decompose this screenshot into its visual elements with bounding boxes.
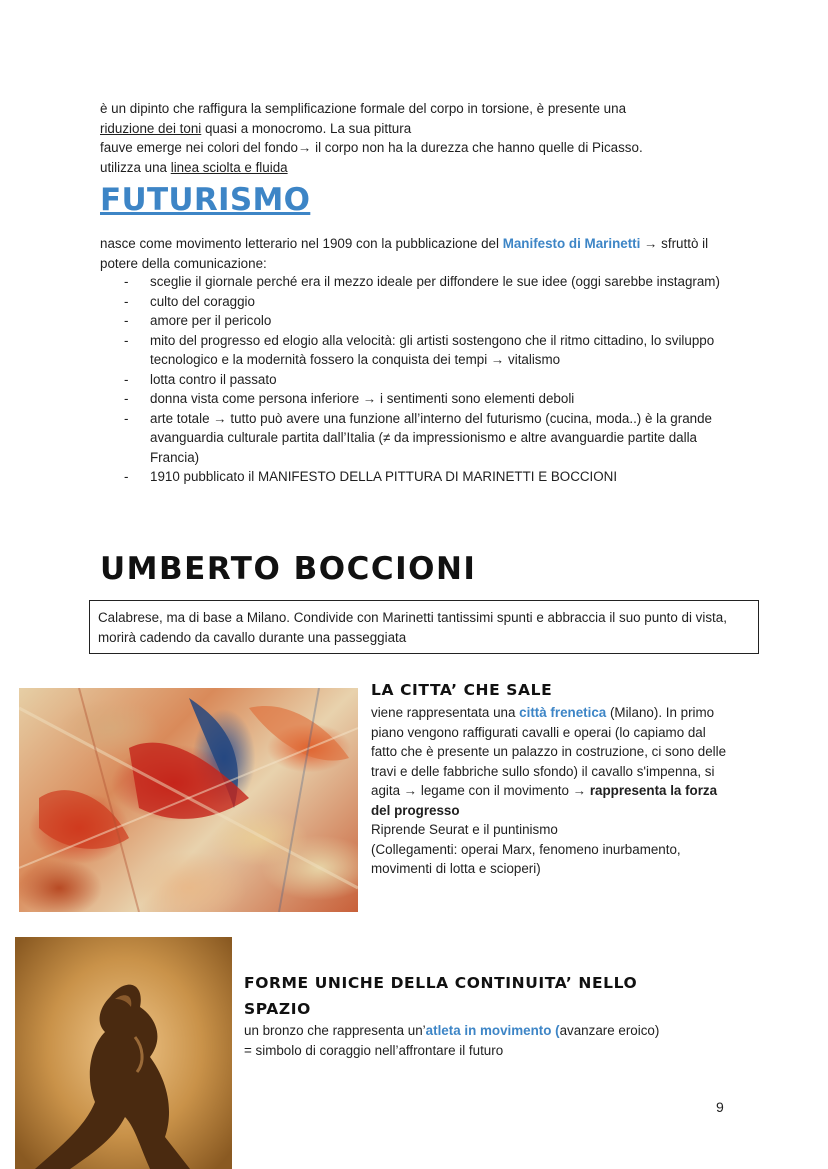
futurismo-intro: nasce come movimento letterario nel 1909 con la pubblicazione del Manifesto di Marinetti → sfruttò il potere della comunicazione:: [100, 236, 709, 271]
boccioni-heading: UMBERTO BOCCIONI: [100, 551, 477, 587]
intro-line: utilizza una linea sciolta e fluida: [100, 159, 288, 175]
fluid-line-underlined: linea sciolta e fluida: [170, 159, 288, 175]
citta-che-sale-heading: LA CITTA’ CHE SALE: [371, 681, 553, 699]
painting-strokes: [19, 688, 358, 912]
intro-line: riduzione dei toni quasi a monocromo. La sua pittura: [100, 120, 412, 136]
tone-reduction-underlined: riduzione dei toni: [100, 120, 202, 136]
manifesto-highlight: Manifesto di Marinetti: [502, 236, 641, 251]
sculpture-figure: [15, 937, 232, 1169]
citta-frenetica-highlight: città frenetica: [519, 705, 607, 720]
list-item: - arte totale → tutto può avere una funzione all’interno del futurismo (cucina, moda..) è la grande avanguardia culturale partita dall’Italia (≠ da impressionismo e altre avanguardie partite dalla Francia): [100, 409, 740, 468]
list-item: - lotta contro il passato: [100, 370, 740, 390]
page-number: 9: [716, 1099, 724, 1115]
boccioni-bio-box: Calabrese, ma di base a Milano. Condivide con Marinetti tantissimi spunti e abbraccia il suo punto di vista, morirà cadendo da cavallo durante una passeggiata: [89, 600, 759, 654]
intro-line: fauve emerge nei colori del fondo→ il corpo non ha la durezza che hanno quelle di Picasso.: [100, 140, 643, 155]
list-item: - amore per il pericolo: [100, 311, 740, 331]
list-item: - sceglie il giornale perché era il mezzo ideale per diffondere le sue idee (oggi sarebbe instagram): [100, 272, 740, 292]
futurismo-list: [100, 272, 740, 487]
intro-paragraph: [100, 99, 740, 177]
forme-line: un bronzo che rappresenta un’atleta in movimento (avanzare eroico): [244, 1023, 660, 1038]
citta-seurat-line: Riprende Seurat e il puntinismo: [371, 822, 558, 837]
citta-che-sale-description: [371, 703, 731, 879]
forme-uniche-description: [244, 1021, 744, 1060]
intro-line: è un dipinto che raffigura la semplificazione formale del corpo in torsione, è presente una: [100, 101, 627, 116]
list-item: - mito del progresso ed elogio alla velocità: gli artisti sostengono che il ritmo cittadino, lo sviluppo tecnologico e la modernità fossero la conquista dei tempi → vitalismo: [100, 331, 740, 370]
progress-force-bold: → rappresenta la forza del progresso: [371, 783, 718, 818]
forme-uniche-heading: FORME UNICHE DELLA CONTINUITA’ NELLO SPAZIO: [244, 974, 638, 1018]
list-item: - 1910 pubblicato il MANIFESTO DELLA PITTURA DI MARINETTI E BOCCIONI: [100, 467, 740, 487]
futurismo-heading: FUTURISMO: [100, 182, 311, 218]
forme-uniche-sculpture-image: [15, 937, 232, 1169]
forme-line: = simbolo di coraggio nell’affrontare il futuro: [244, 1042, 504, 1058]
la-citta-che-sale-painting: [19, 688, 358, 912]
citta-connections-line: (Collegamenti: operai Marx, fenomeno inurbamento, movimenti di lotta e scioperi): [371, 841, 681, 876]
list-item: - donna vista come persona inferiore → i sentimenti sono elementi deboli: [100, 389, 740, 409]
athlete-highlight: atleta in movimento (: [425, 1023, 560, 1038]
citta-paragraph: viene rappresentata una città frenetica (Milano). In primo piano vengono raffigurati cavalli e operai (lo capiamo dal fatto che è presente un palazzo in costruzione, ci sono delle travi e delle fabbriche sullo sfondo) il cavallo s'impenna, si agita → legame con il movimento → rappresenta la forza del progresso: [371, 705, 727, 818]
list-item: - culto del coraggio: [100, 292, 740, 312]
